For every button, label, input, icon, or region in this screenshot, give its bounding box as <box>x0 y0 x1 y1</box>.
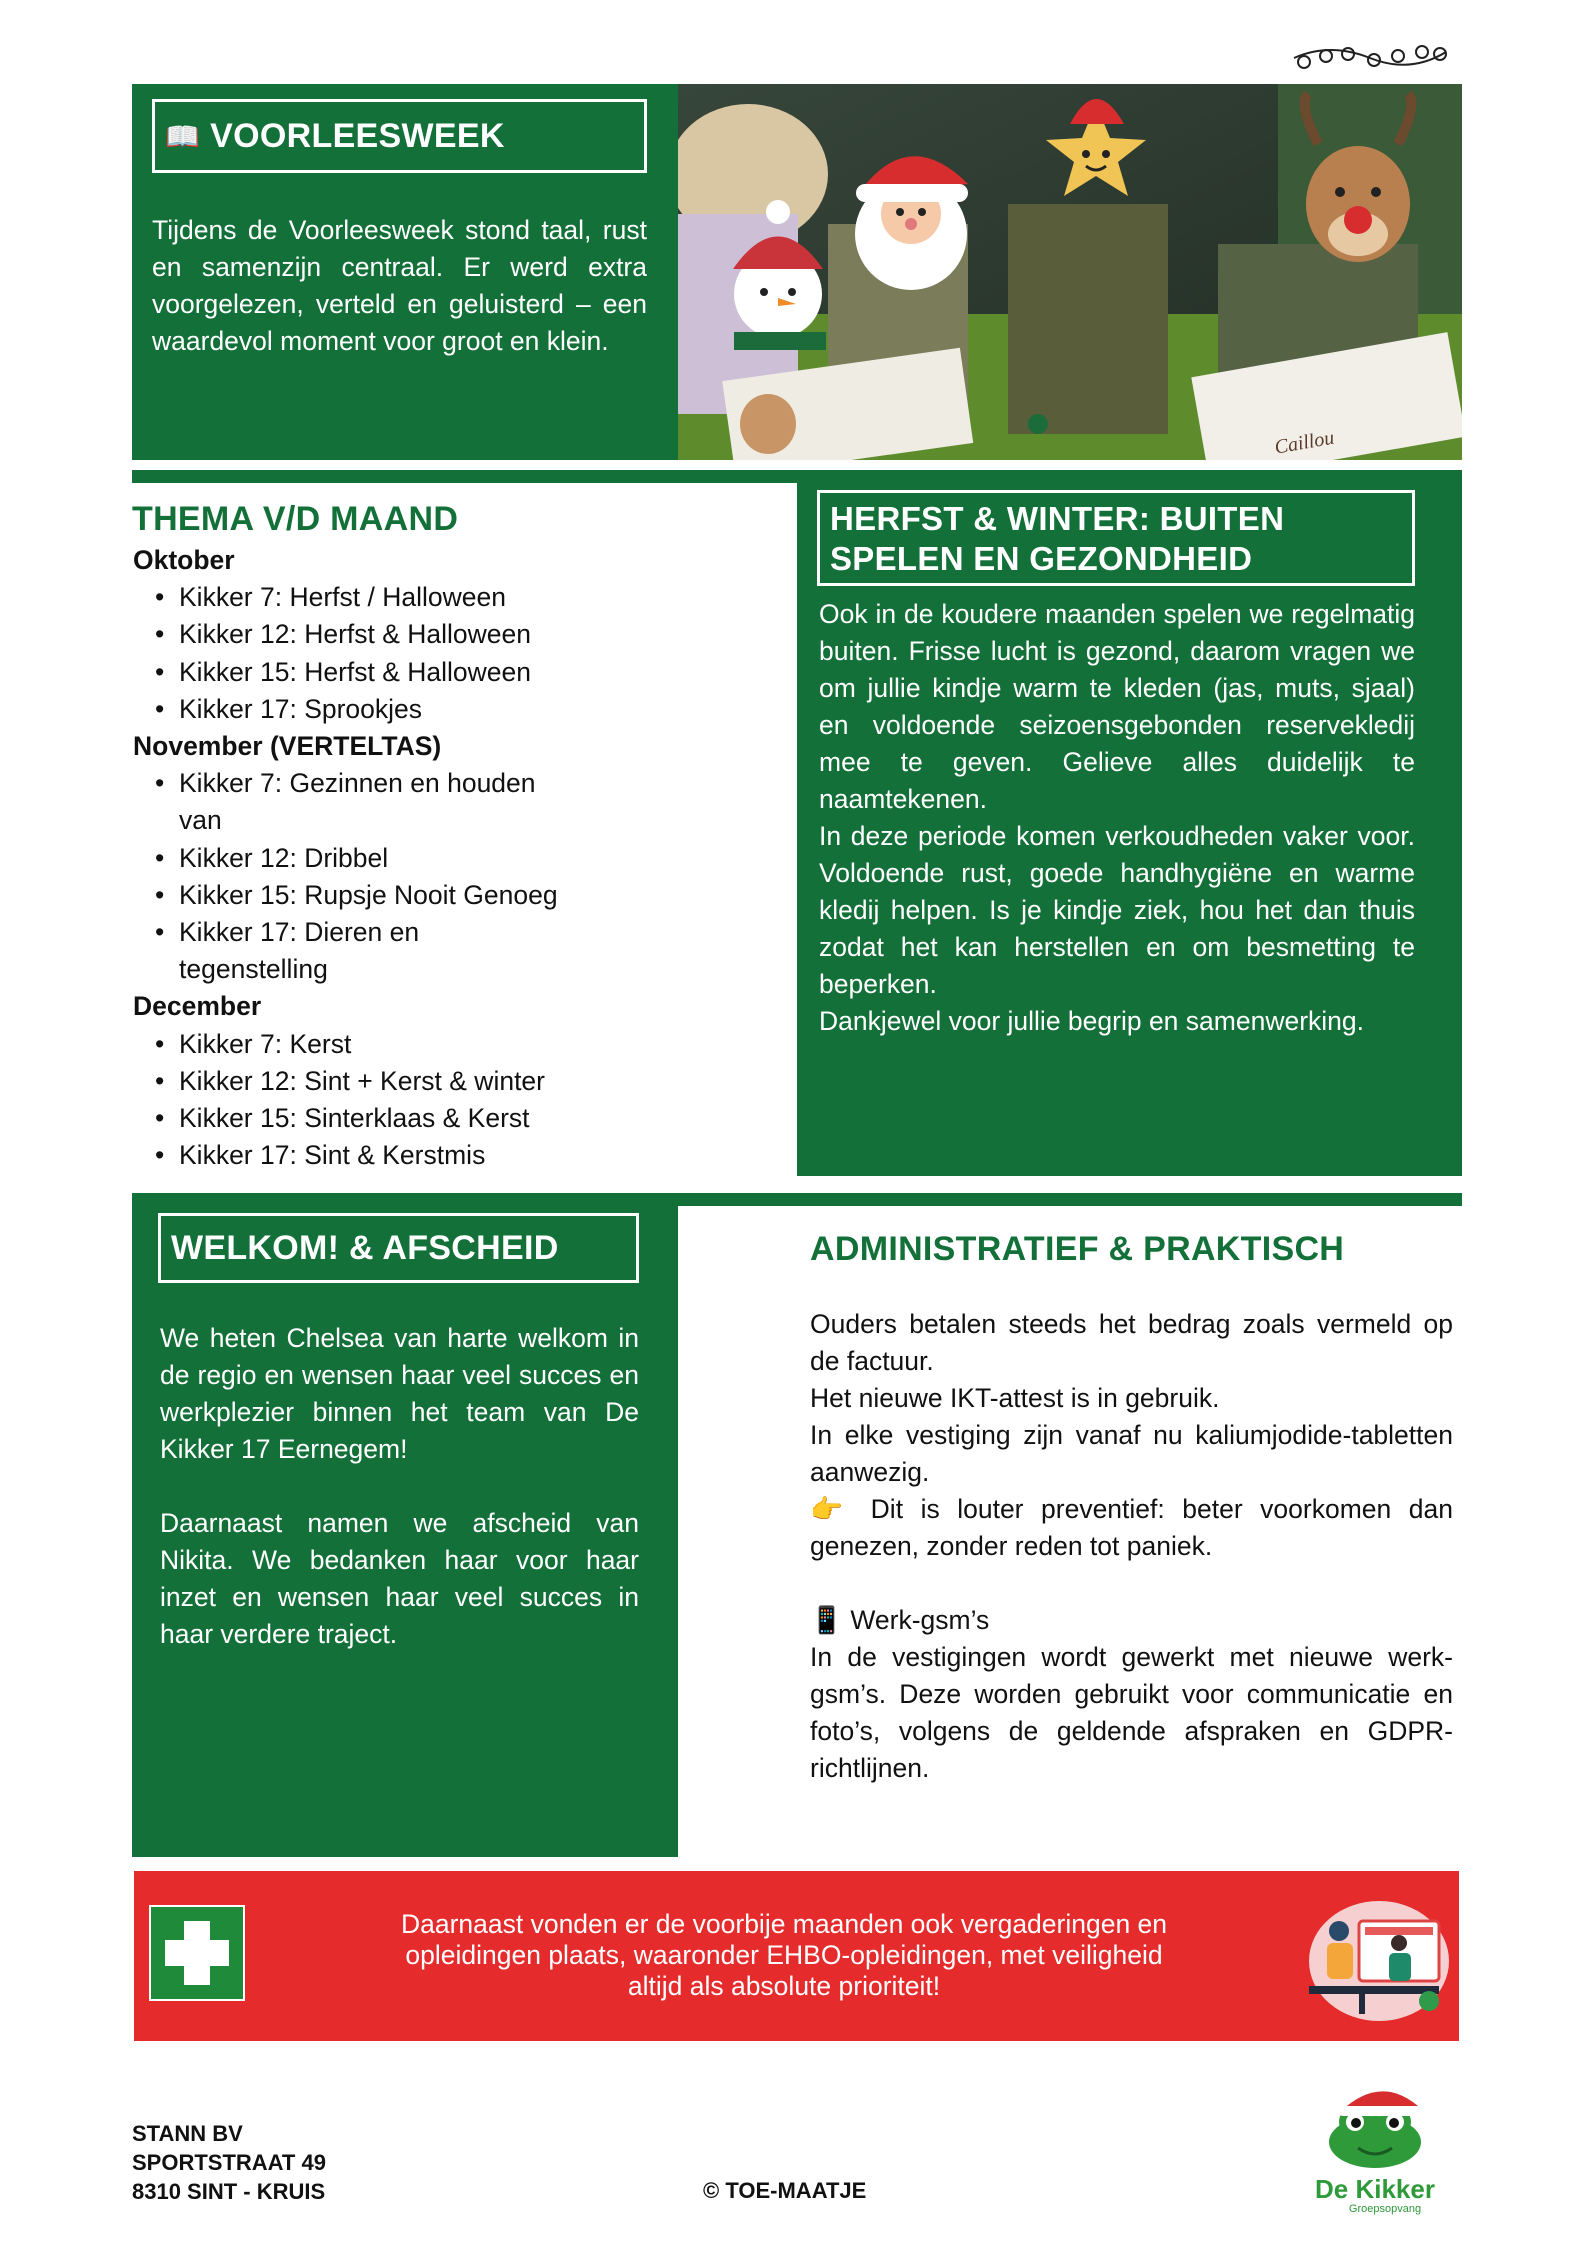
list-item: • Kikker 17: Sint & Kerstmis <box>133 1137 603 1174</box>
herfst-paragraph-3: Dankjewel voor jullie begrip en samenwerking. <box>819 1006 1364 1036</box>
herfst-paragraph-2: In deze periode komen verkoudheden vaker voor. Voldoende rust, goede handhygiëne en warme kledij helpen. Is je kindje ziek, hou het dan thuis zodat het kan herstellen en om besmetting te beperken. <box>819 821 1415 999</box>
herfst-panel <box>797 470 1462 1176</box>
list-item: • Kikker 12: Dribbel <box>133 840 603 877</box>
welkom-body <box>160 1320 639 1653</box>
welkom-paragraph-1: We heten Chelsea van harte welkom in de regio en wensen haar veel succes en werkplezier binnen het team van De Kikker 17 Eernegem! <box>160 1323 639 1464</box>
admin-paragraph-5 <box>810 1602 1453 1639</box>
christmas-lights-decoration <box>1290 32 1450 82</box>
november-list <box>133 765 603 988</box>
herfst-title-box <box>817 490 1415 586</box>
book-icon: 📖 <box>165 120 201 152</box>
month-november: November (VERTELTAS) <box>133 731 442 762</box>
admin-body <box>810 1306 1453 1787</box>
list-item: • Kikker 15: Herfst & Halloween <box>133 654 603 691</box>
list-item: • Kikker 17: Dieren en tegenstelling <box>133 914 473 988</box>
list-item: • Kikker 7: Herfst / Halloween <box>133 579 603 616</box>
footer-street: SPORTSTRAAT 49 <box>132 2150 326 2175</box>
herfst-body <box>819 596 1415 1040</box>
admin-title: ADMINISTRATIEF & PRAKTISCH <box>810 1230 1345 1268</box>
list-item: • Kikker 7: Kerst <box>133 1026 603 1063</box>
oktober-list <box>133 579 603 728</box>
footer-city: 8310 SINT - KRUIS <box>132 2179 326 2204</box>
month-december: December <box>133 991 262 1022</box>
mobile-phone-icon: 📱 <box>810 1605 843 1635</box>
herfst-paragraph-1: Ook in de koudere maanden spelen we regelmatig buiten. Frisse lucht is gezond, daarom vragen we om jullie kindje warm te kleden (jas, muts, sjaal) en voldoende seizoensgebonden reservekledij mee te geven. Gelieve alles duidelijk te naamtekenen. <box>819 599 1415 814</box>
list-item: • Kikker 12: Herfst & Halloween <box>133 616 603 653</box>
admin-paragraph-1: Ouders betalen steeds het bedrag zoals vermeld op de factuur. <box>810 1309 1453 1376</box>
voorleesweek-body: Tijdens de Voorleesweek stond taal, rust en samenzijn centraal. Er werd extra voorgelezen, verteld en geluisterd – een waardevol moment voor groot en klein. <box>152 215 647 356</box>
first-aid-icon <box>149 1905 245 2001</box>
admin-paragraph-4-text: Dit is louter preventief: beter voorkomen dan genezen, zonder reden tot paniek. <box>810 1494 1453 1561</box>
admin-paragraph-4 <box>810 1491 1453 1565</box>
welkom-paragraph-2: Daarnaast namen we afscheid van Nikita. We bedanken haar voor haar inzet en wensen haar veel succes in haar verdere traject. <box>160 1508 639 1649</box>
list-item: • Kikker 17: Sprookjes <box>133 691 603 728</box>
frog-santa-hat-icon <box>1300 2080 1450 2170</box>
list-item: • Kikker 15: Sinterklaas & Kerst <box>133 1100 603 1137</box>
voorleesweek-panel <box>132 84 678 460</box>
herfst-title: HERFST & WINTER: BUITEN SPELEN EN GEZONDHEID <box>830 500 1285 577</box>
admin-paragraph-3: In elke vestiging zijn vanaf nu kaliumjodide-tabletten aanwezig. <box>810 1420 1453 1487</box>
reading-photo <box>678 84 1462 460</box>
de-kikker-logo <box>1300 2080 1450 2220</box>
voorleesweek-title: VOORLEESWEEK <box>210 116 505 155</box>
december-list <box>133 1026 603 1175</box>
ehbo-banner <box>134 1871 1459 2041</box>
welkom-title-box <box>158 1213 639 1283</box>
ehbo-banner-text: Daarnaast vonden er de voorbije maanden ook vergaderingen en opleidingen plaats, waaronder EHBO-opleidingen, met veiligheid altijd als absolute prioriteit! <box>400 1909 1168 2001</box>
voorleesweek-title-box <box>152 99 647 173</box>
book-cover-text: Caillou <box>1272 426 1336 459</box>
logo-name: De Kikker <box>1315 2174 1435 2204</box>
admin-paragraph-6: In de vestigingen wordt gewerkt met nieuwe werk-gsm’s. Deze worden gebruikt voor communicatie en foto’s, volgens de geldende afspraken en GDPR-richtlijnen. <box>810 1642 1453 1783</box>
list-item: • Kikker 7: Gezinnen en houden van <box>133 765 573 839</box>
list-item: • Kikker 15: Rupsje Nooit Genoeg <box>133 877 603 914</box>
pointing-hand-icon: 👉 <box>810 1494 854 1524</box>
meeting-illustration-icon <box>1299 1891 1449 2021</box>
admin-paragraph-2: Het nieuwe IKT-attest is in gebruik. <box>810 1383 1220 1413</box>
welkom-panel <box>132 1193 678 1857</box>
footer-address <box>132 2119 326 2206</box>
list-item: • Kikker 12: Sint + Kerst & winter <box>133 1063 603 1100</box>
footer-copyright: © TOE-MAATJE <box>703 2178 867 2203</box>
welkom-title: WELKOM! & AFSCHEID <box>171 1228 559 1267</box>
logo-subtitle: Groepsopvang <box>1348 2203 1422 2215</box>
footer-company: STANN BV <box>132 2121 243 2146</box>
thema-list <box>133 542 603 1174</box>
month-oktober: Oktober <box>133 545 235 575</box>
admin-paragraph-5-text: Werk-gsm’s <box>850 1605 990 1635</box>
thema-title: THEMA V/D MAAND <box>132 500 459 538</box>
reading-photo-illustration <box>678 84 1462 460</box>
